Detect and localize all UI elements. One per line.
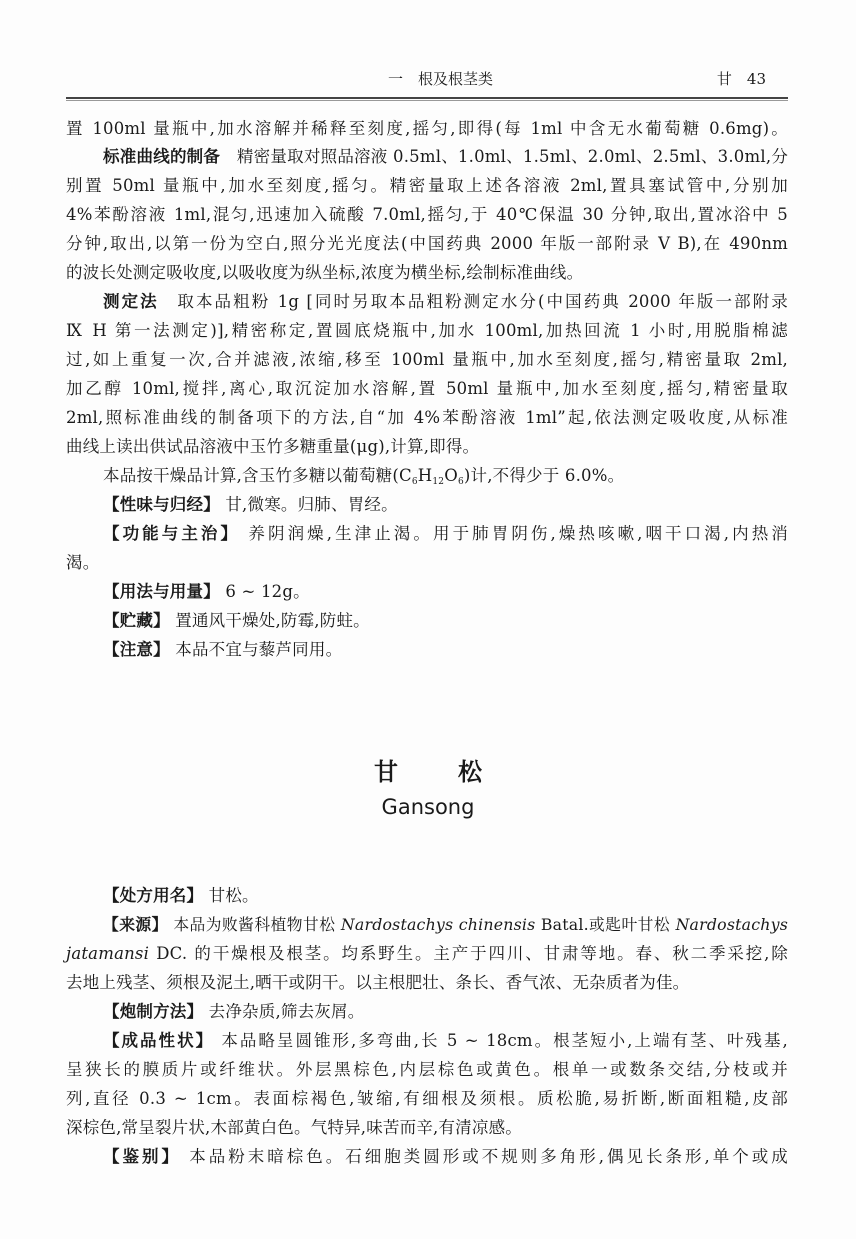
subheading-std-curve: 标准曲线的制备 [103, 147, 221, 166]
item-storage [103, 609, 788, 633]
text-span: 精密量取对照品溶液 0.5ml、1.0ml、1.5ml、2.0ml、2.5ml、3.0ml,分 [236, 147, 789, 166]
entry-pinyin: Gansong [381, 795, 475, 819]
subscript: 6 [411, 477, 418, 487]
text-line: 渴。 [66, 553, 100, 572]
item-label: 【成品性状】 [103, 1031, 215, 1050]
item-label: 【用法与用量】 [103, 582, 220, 601]
item-label: 【鉴别】 [103, 1147, 182, 1166]
text-line [103, 145, 788, 169]
species-name: jatamansi [66, 944, 150, 963]
species-name: Nardostachys chinensis [340, 915, 536, 934]
item-label: 【注意】 [103, 640, 170, 659]
subheading-assay: 测定法 [103, 292, 159, 311]
text-span: O [444, 466, 458, 485]
text-line: 4%苯酚溶液 1ml,混匀,迅速加入硫酸 7.0ml,摇匀,于 40℃保温 30 分钟,取出,置冰浴中 5 [66, 205, 788, 224]
text-span: H [417, 466, 433, 485]
text-span: 本品为败酱科植物甘松 [173, 915, 341, 934]
item-nature-meridian [103, 493, 788, 517]
text-line: 列,直径 0.3 ~ 1cm。表面棕褐色,皱缩,有细根及须根。质松脆,易折断,断面粗糙,皮部 [66, 1089, 788, 1108]
text-line [103, 464, 788, 488]
item-label: 【性味与归经】 [103, 495, 220, 514]
item-text: 甘,微寒。归肺、胃经。 [225, 495, 398, 514]
text-line: 曲线上读出供试品溶液中玉竹多糖重量(μg),计算,即得。 [66, 437, 480, 456]
item-text: 去净杂质,筛去灰屑。 [208, 1002, 365, 1021]
entry-title [0, 752, 856, 787]
item-label: 【贮藏】 [103, 611, 170, 630]
header-rule [66, 97, 788, 99]
item-text: 养阴润燥,生津止渴。用于肺胃阴伤,燥热咳嗽,咽干口渴,内热消 [248, 524, 788, 543]
text-line: Ⅸ H 第一法测定)],精密称定,置圆底烧瓶中,加水 100ml,加热回流 1 小时,用脱脂棉滤 [66, 321, 788, 340]
item-identification [103, 1145, 788, 1169]
item-label: 【炮制方法】 [103, 1002, 204, 1021]
item-text: 本品不宜与藜芦同用。 [175, 640, 343, 659]
text-line: 过,如上重复一次,合并滤液,浓缩,移至 100ml 量瓶中,加水至刻度,摇匀,精密量取 2ml, [66, 350, 788, 369]
text-line: 别置 50ml 量瓶中,加水至刻度,摇匀。精密量取上述各溶液 2ml,置具塞试管中,分别加 [66, 176, 788, 195]
text-line: 置 100ml 量瓶中,加水溶解并稀释至刻度,摇匀,即得(每 1ml 中含无水葡萄糖 0.6mg)。 [66, 119, 788, 138]
item-caution [103, 638, 788, 662]
text-span: Batal.或匙叶甘松 [535, 915, 676, 934]
item-processing [103, 1000, 788, 1024]
chapter-title: 一 根及根茎类 [388, 70, 494, 88]
text-span: 取本品粗粉 1g [同时另取本品粗粉测定水分(中国药典 2000 年版一部附录 [177, 292, 788, 311]
subscript: 12 [432, 477, 445, 487]
item-label: 【来源】 [103, 915, 168, 934]
page-number: 甘 43 [716, 70, 766, 88]
subscript: 6 [457, 477, 464, 487]
text-line: 去地上残茎、须根及泥土,晒干或阴干。以主根肥壮、条长、香气浓、无杂质者为佳。 [66, 973, 690, 992]
text-line: 2ml,照标准曲线的制备项下的方法,自“加 4%苯酚溶液 1ml”起,依法测定吸收度,从标准 [66, 408, 788, 427]
item-label: 【处方用名】 [103, 886, 204, 905]
header-rule-thin [66, 100, 788, 101]
text-line: 加乙醇 10ml,搅拌,离心,取沉淀加水溶解,置 50ml 量瓶中,加水至刻度,摇匀,精密量取 [66, 379, 788, 398]
text-span: DC. 的干燥根及根茎。均系野生。主产于四川、甘肃等地。春、秋二季采挖,除 [149, 944, 788, 963]
item-text: 本品略呈圆锥形,多弯曲,长 5 ~ 18cm。根茎短小,上端有茎、叶残基, [221, 1031, 788, 1050]
item-text: 甘松。 [208, 886, 259, 905]
item-text: 本品粉末暗棕色。石细胞类圆形或不规则多角形,偶见长条形,单个或成 [189, 1147, 788, 1166]
item-dosage [103, 580, 788, 604]
item-label: 【功能与主治】 [103, 524, 241, 543]
species-name: Nardostachys [675, 915, 788, 934]
text-line [103, 290, 788, 314]
item-text: 6 ~ 12g。 [225, 582, 310, 601]
title-char: 甘 [374, 758, 398, 786]
title-char: 松 [458, 758, 482, 786]
item-function [103, 522, 788, 546]
item-source [103, 913, 788, 937]
text-line [66, 942, 788, 966]
item-rx-name [103, 884, 788, 908]
text-line: 的波长处测定吸收度,以吸收度为纵坐标,浓度为横坐标,绘制标准曲线。 [66, 263, 584, 282]
text-line: 分钟,取出,以第一份为空白,照分光光度法(中国药典 2000 年版一部附录 V B),在 490nm [66, 234, 788, 253]
text-span: )计,不得少于 6.0%。 [463, 466, 625, 485]
item-text: 置通风干燥处,防霉,防蛀。 [175, 611, 370, 630]
text-span: 本品按干燥品计算,含玉竹多糖以葡萄糖(C [103, 466, 412, 485]
text-line: 呈狭长的膜质片或纤维状。外层黑棕色,内层棕色或黄色。根单一或数条交结,分枝或并 [66, 1060, 788, 1079]
text-line: 深棕色,常呈裂片状,木部黄白色。气特异,味苦而辛,有清凉感。 [66, 1118, 522, 1137]
item-characteristics [103, 1029, 788, 1053]
running-header [66, 68, 786, 94]
